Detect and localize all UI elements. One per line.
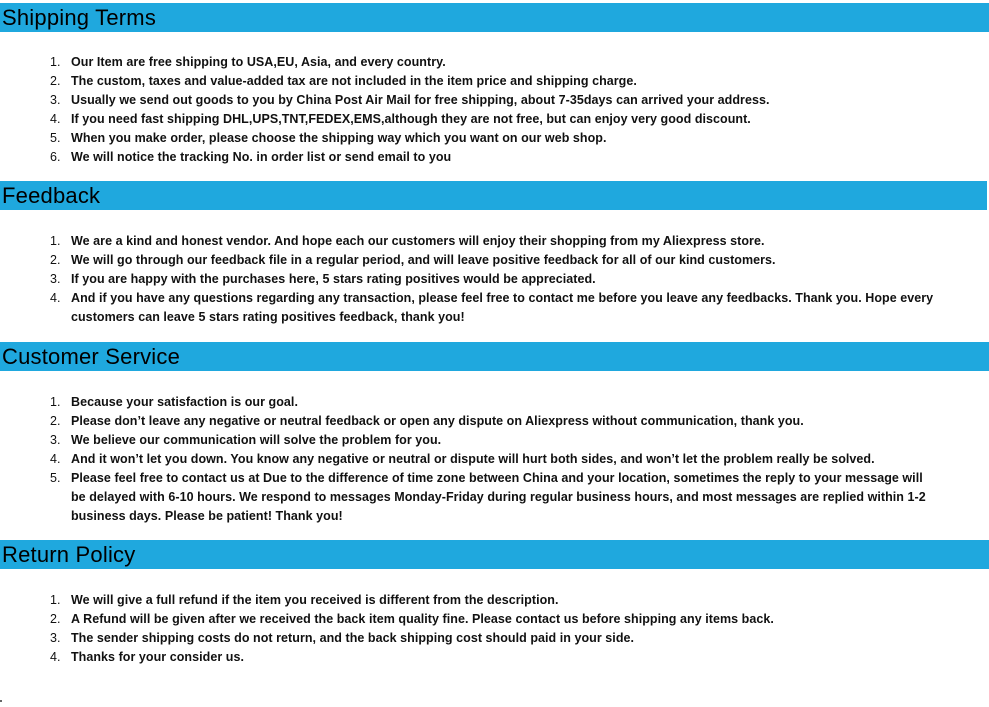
item-text: The custom, taxes and value-added tax are not included in the item price and shipping charge. bbox=[71, 74, 637, 88]
item-number: 3. bbox=[50, 631, 61, 645]
item-text-continued: be delayed with 6-10 hours. We respond to messages Monday-Friday during regular business hours, and most messages are replied within 1-2 bbox=[71, 490, 926, 504]
item-text: We will notice the tracking No. in order list or send email to you bbox=[71, 150, 452, 164]
list-item bbox=[0, 629, 774, 648]
list-item bbox=[0, 591, 774, 610]
item-text: Our Item are free shipping to USA,EU, Asia, and every country. bbox=[71, 55, 446, 69]
list-item bbox=[0, 232, 933, 251]
item-number: 1. bbox=[50, 395, 61, 409]
item-number: 3. bbox=[50, 433, 61, 447]
item-text: Usually we send out goods to you by China Post Air Mail for free shipping, about 7-35days can arrived your address. bbox=[71, 93, 770, 107]
item-text: We believe our communication will solve the problem for you. bbox=[71, 433, 442, 447]
list-item bbox=[0, 148, 770, 167]
list-item bbox=[0, 289, 933, 327]
shipping-terms-list bbox=[0, 53, 770, 167]
item-text: We will go through our feedback file in a regular period, and will leave positive feedback for all of our kind customers. bbox=[71, 253, 776, 267]
item-number: 1. bbox=[50, 234, 61, 248]
item-text: A Refund will be given after we received the back item quality fine. Please contact us before shipping any items back. bbox=[71, 612, 774, 626]
section-header-shipping-terms bbox=[0, 3, 989, 32]
corner-artifact bbox=[0, 700, 2, 702]
list-item bbox=[0, 450, 926, 469]
item-text: Please feel free to contact us at Due to the difference of time zone between China and your location, sometimes the reply to your message will bbox=[71, 471, 923, 485]
item-number: 2. bbox=[50, 612, 61, 626]
feedback-list bbox=[0, 232, 933, 327]
item-number: 3. bbox=[50, 272, 61, 286]
item-text: Please don’t leave any negative or neutral feedback or open any dispute on Aliexpress without communication, thank you. bbox=[71, 414, 804, 428]
item-number: 3. bbox=[50, 93, 61, 107]
list-item bbox=[0, 270, 933, 289]
list-item bbox=[0, 129, 770, 148]
item-number: 4. bbox=[50, 291, 61, 305]
list-item bbox=[0, 53, 770, 72]
item-text: Because your satisfaction is our goal. bbox=[71, 395, 298, 409]
section-header-feedback bbox=[0, 181, 987, 210]
return-policy-list bbox=[0, 591, 774, 667]
list-item bbox=[0, 412, 926, 431]
item-text-continued: customers can leave 5 stars rating positives feedback, thank you! bbox=[71, 310, 465, 324]
item-number: 5. bbox=[50, 131, 61, 145]
section-title: Shipping Terms bbox=[2, 5, 157, 30]
section-title: Customer Service bbox=[2, 344, 181, 369]
section-title: Feedback bbox=[2, 183, 101, 208]
list-item bbox=[0, 91, 770, 110]
section-header-return-policy bbox=[0, 540, 989, 569]
list-item bbox=[0, 110, 770, 129]
item-text: If you are happy with the purchases here, 5 stars rating positives would be appreciated. bbox=[71, 272, 596, 286]
item-text: The sender shipping costs do not return, and the back shipping cost should paid in your side. bbox=[71, 631, 635, 645]
item-text: We are a kind and honest vendor. And hope each our customers will enjoy their shopping from my Aliexpress store. bbox=[71, 234, 765, 248]
item-text: And it won’t let you down. You know any negative or neutral or dispute will hurt both sides, and won’t let the problem really be solved. bbox=[71, 452, 875, 466]
list-item bbox=[0, 610, 774, 629]
list-item bbox=[0, 251, 933, 270]
item-number: 4. bbox=[50, 452, 61, 466]
item-number: 4. bbox=[50, 650, 61, 664]
item-text: Thanks for your consider us. bbox=[71, 650, 244, 664]
list-item bbox=[0, 431, 926, 450]
list-item bbox=[0, 648, 774, 667]
list-item bbox=[0, 393, 926, 412]
item-number: 1. bbox=[50, 593, 61, 607]
list-item bbox=[0, 72, 770, 91]
item-text: When you make order, please choose the shipping way which you want on our web shop. bbox=[71, 131, 607, 145]
item-number: 5. bbox=[50, 471, 61, 485]
item-number: 2. bbox=[50, 414, 61, 428]
section-title: Return Policy bbox=[2, 542, 136, 567]
item-number: 1. bbox=[50, 55, 61, 69]
item-number: 4. bbox=[50, 112, 61, 126]
item-text: We will give a full refund if the item you received is different from the description. bbox=[71, 593, 559, 607]
item-text-continued: business days. Please be patient! Thank you! bbox=[71, 509, 343, 523]
customer-service-list bbox=[0, 393, 926, 526]
item-text: And if you have any questions regarding any transaction, please feel free to contact me before you leave any feedbacks. Thank you. Hope every bbox=[71, 291, 934, 305]
item-number: 2. bbox=[50, 74, 61, 88]
section-header-customer-service bbox=[0, 342, 989, 371]
list-item bbox=[0, 469, 926, 526]
item-number: 2. bbox=[50, 253, 61, 267]
item-text: If you need fast shipping DHL,UPS,TNT,FEDEX,EMS,although they are not free, but can enjoy very good discount. bbox=[71, 112, 751, 126]
item-number: 6. bbox=[50, 150, 61, 164]
